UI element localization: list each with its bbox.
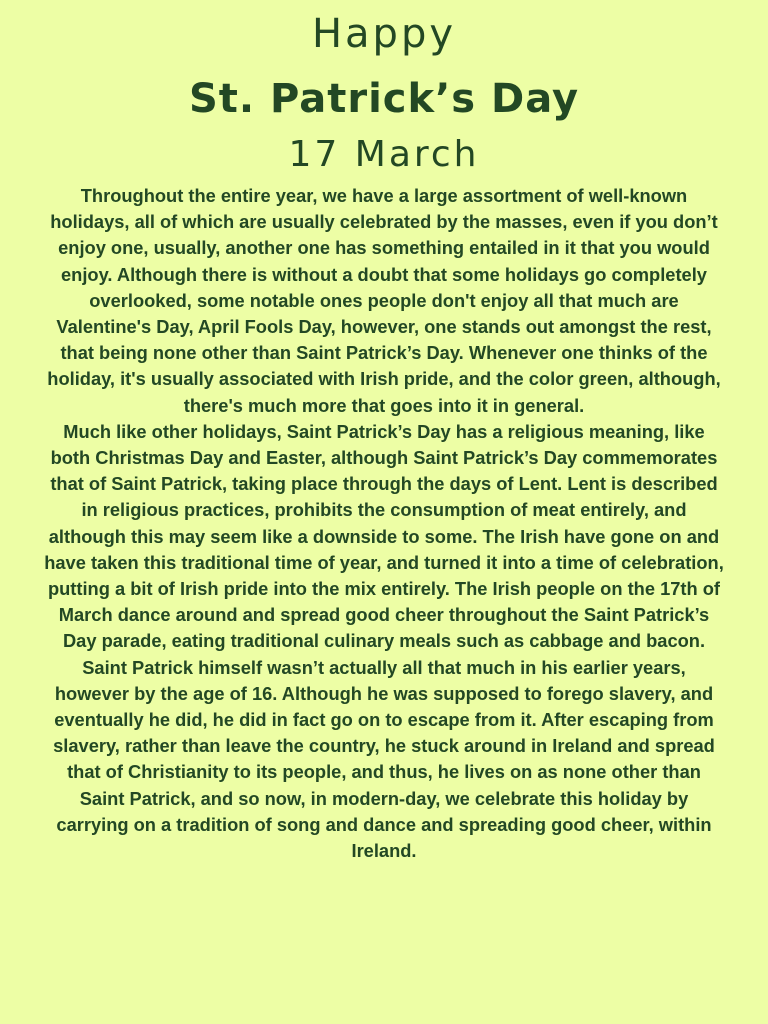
- paragraph-saint-patrick: Saint Patrick himself wasn’t actually all that much in his earlier years, however by the age of 16. Although he was supposed to forego slavery, and eventually he did, he did in fact go on to escape from it. After escaping from slavery, rather than leave the country, he stuck around in Ireland and spread that of Christianity to its people, and thus, he lives on as none other than Saint Patrick, and so now, in modern-day, we celebrate this holiday by carrying on a tradition of song and dance and spreading good cheer, within Ireland.: [53, 656, 715, 862]
- header-date: 17 March: [288, 134, 480, 175]
- paragraph-intro: Throughout the entire year, we have a large assortment of well-known holidays, all of which are usually celebrated by the masses, even if you don’t enjoy one, usually, another one has something entailed in it that you would enjoy. Although there is without a doubt that some holidays go completely overlooked, some notable ones people don't enjoy all that much are Valentine's Day, April Fools Day, however, one stands out amongst the rest, that being none other than Saint Patrick’s Day. Whenever one thinks of the holiday, it's usually associated with Irish pride, and the color green, although, there's much more that goes into it in general.: [47, 185, 721, 416]
- paragraph-religious-meaning: Much like other holidays, Saint Patrick’s Day has a religious meaning, like both Christmas Day and Easter, although Saint Patrick’s Day commemorates that of Saint Patrick, taking place through the days of Lent. Lent is described in religious practices, prohibits the consumption of meat entirely, and although this may seem like a downside to some. The Irish have gone on and have taken this traditional time of year, and turned it into a time of celebration, putting a bit of Irish pride into the mix entirely. The Irish people on the 17th of March dance around and spread good cheer throughout the Saint Patrick’s Day parade, eating traditional culinary meals such as cabbage and bacon.: [44, 420, 724, 652]
- article-body: [44, 183, 724, 864]
- header-happy: Happy: [311, 11, 457, 57]
- page-title: St. Patrick’s Day: [188, 76, 580, 122]
